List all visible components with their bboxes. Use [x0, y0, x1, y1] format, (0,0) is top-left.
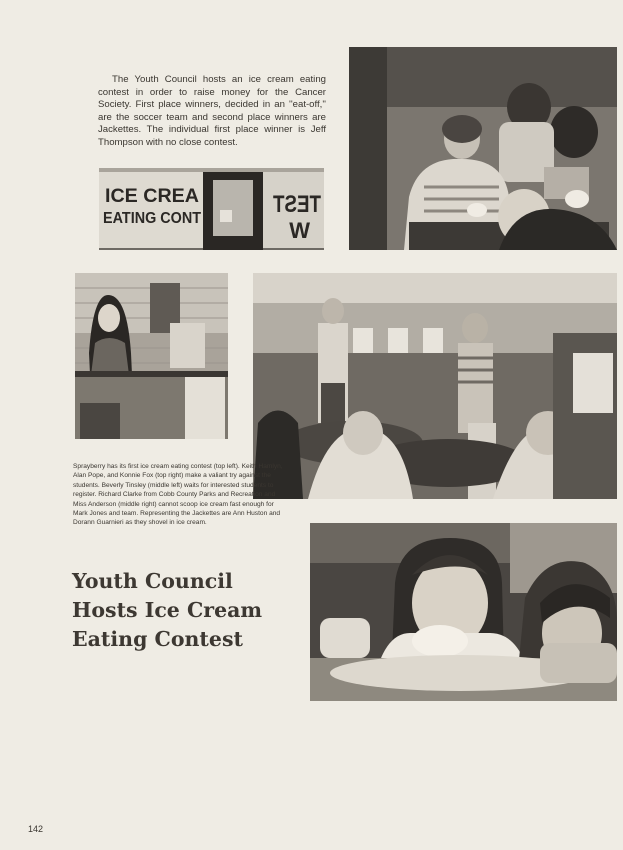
photo-ice-cream-sign — [99, 168, 324, 250]
headline-line-2: Hosts Ice Cream — [72, 598, 263, 622]
sign-line-1: ICE CREA — [105, 186, 200, 207]
page-number: 142 — [28, 824, 44, 834]
photo-jackettes-eating — [310, 523, 617, 701]
photo-cafeteria-contest — [253, 273, 617, 499]
headline-line-3: Eating Contest — [72, 627, 243, 651]
page-headline — [72, 567, 312, 654]
photo-teachers-eating — [349, 47, 617, 250]
photo-caption: Sprayberry has its first ice cream eating contest (top left). Keith Hamlyn, Alan Pope, and Konnie Fox (top right) make a valiant try against the students. Beverly Tinsley (middle left) waits for interested students to register. Richard Clarke from Cobb County Parks and Recreation and Miss Anderson (middle right) cannot scoop ice cream fast enough for Mark Jones and team. Representing the Jackettes are Ann Huston and Dorann Guarnieri as they shovel in ice cream. — [73, 463, 283, 527]
photo-registration-desk — [75, 273, 228, 439]
sign-mirror-line-1: TEST — [272, 191, 321, 218]
sign-line-2: EATING CONT — [103, 210, 202, 227]
headline-line-1: Youth Council — [72, 569, 233, 593]
sign-mirror-line-2: W — [289, 218, 310, 243]
intro-paragraph: The Youth Council hosts an ice cream eating contest in order to raise money for the Cancer Society. First place winners, decided in an ''eat-off,'' are the soccer team and second place winners are Jackettes. The individual first place winner is Jeff Thompson with no close contest. — [98, 74, 326, 148]
